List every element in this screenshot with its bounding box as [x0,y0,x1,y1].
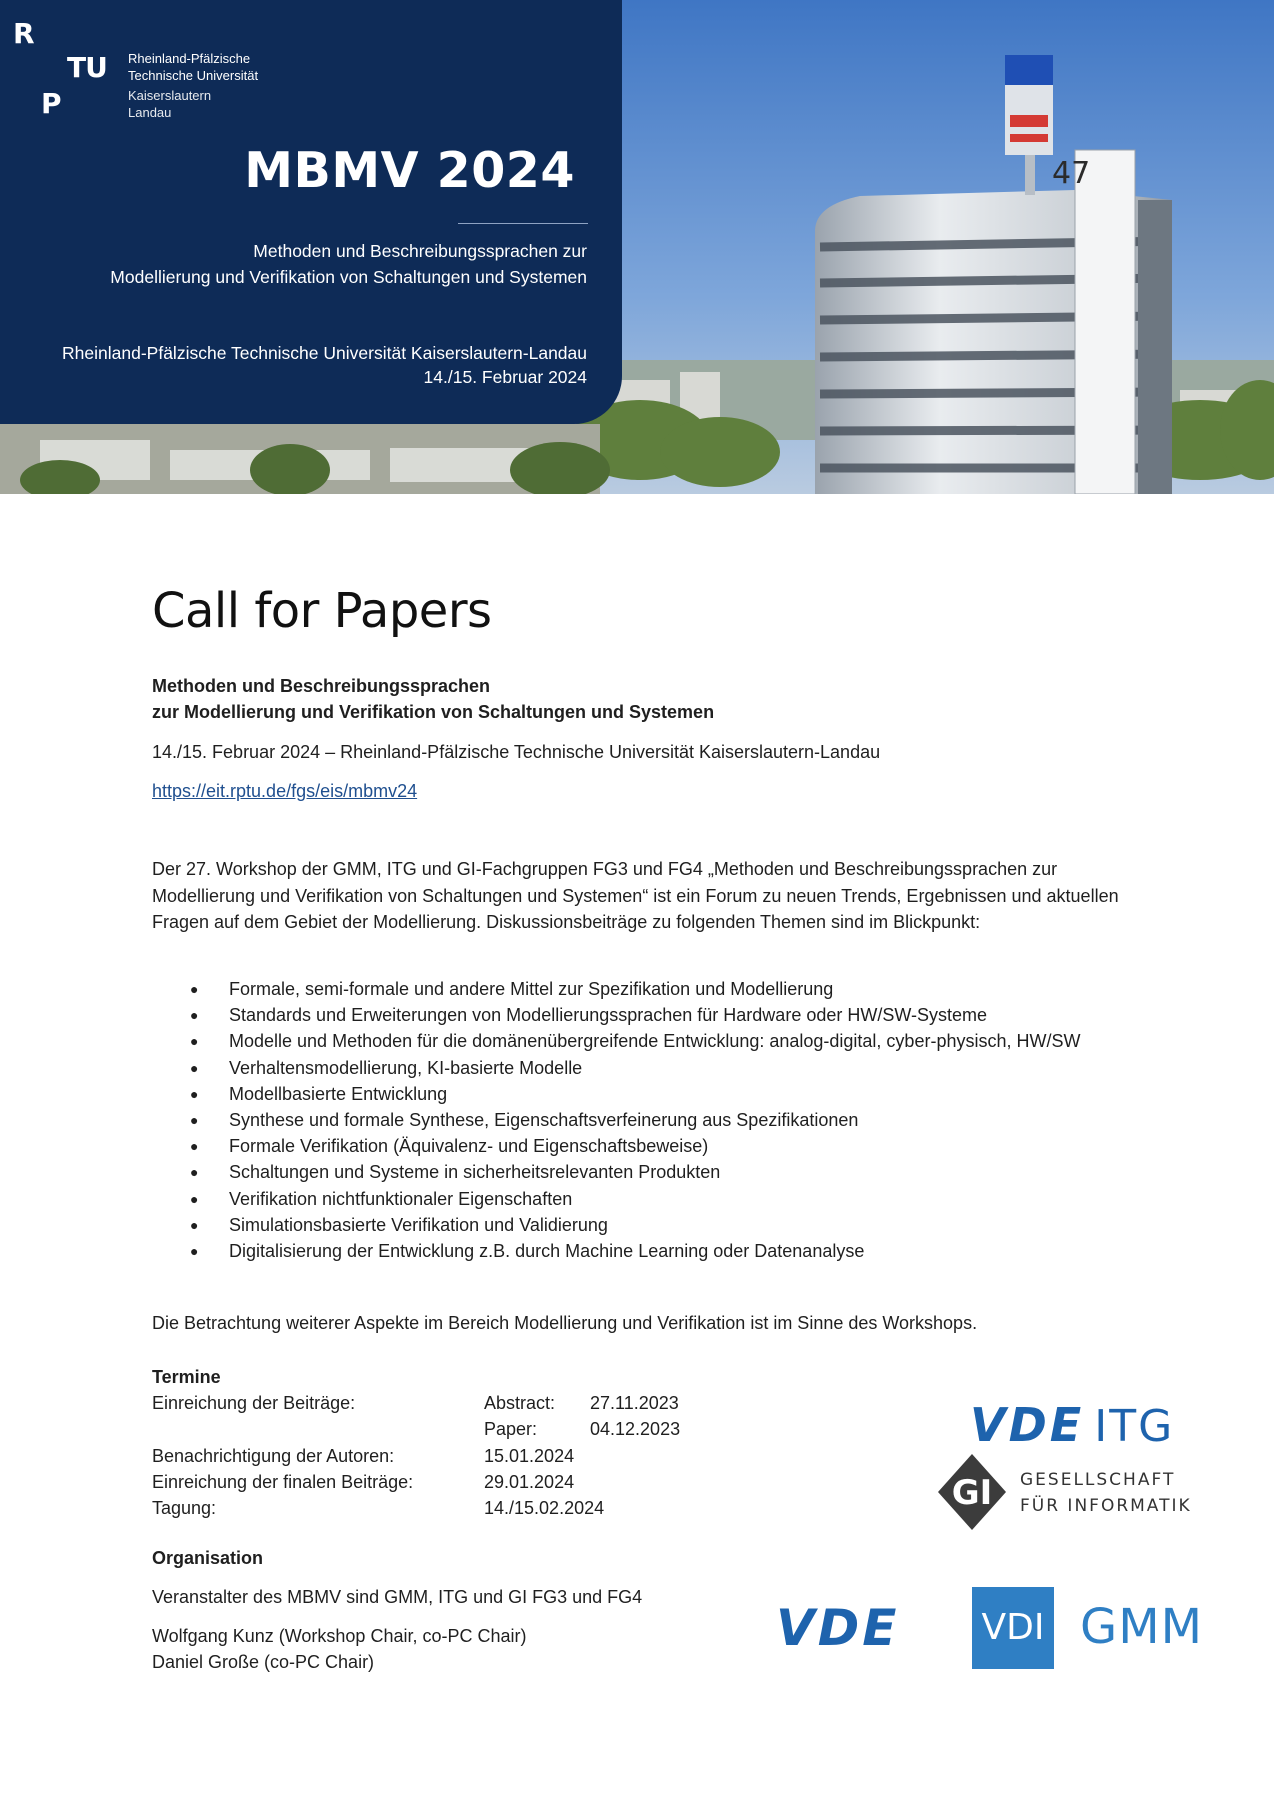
topic-item [152,1212,1132,1238]
chair-line-1: Wolfgang Kunz (Workshop Chair, co-PC Chair) [152,1626,527,1646]
header-subtitle-line1: Methoden und Beschreibungssprachen zur [253,241,587,261]
header-venue: Rheinland-Pfälzische Technische Universität Kaiserslautern-Landau [62,343,587,363]
page-title: Call for Papers [152,583,492,639]
bullet-icon: ● [190,1059,199,1076]
deadline-row-notification [152,1446,852,1472]
deadline-date: 14./15.02.2024 [484,1498,605,1518]
rptu-logo-r: R [13,17,35,50]
topic-text: Formale Verifikation (Äquivalenz- und Eigenschaftsbeweise) [229,1136,709,1157]
topic-text: Modellbasierte Entwicklung [229,1083,448,1104]
header-banner [0,0,1274,494]
bullet-icon: ● [190,1216,199,1233]
header-subtitle-line2: Modellierung und Verifikation von Schaltungen und Systemen [110,267,587,287]
gmm-logo-gmm: GMM [1080,1599,1204,1655]
topic-text: Modelle und Methoden für die domänenübergreifende Entwicklung: analog-digital, cyber-physisch, HW/SW [229,1031,1081,1052]
topic-item [152,1186,1132,1212]
bullet-icon: ● [190,1243,199,1260]
rptu-name-line4: Landau [128,105,172,120]
topic-text: Verhaltensmodellierung, KI-basierte Modelle [229,1057,583,1078]
rptu-logo-p: P [41,87,62,120]
gmm-logo-vdi-box [972,1587,1054,1669]
bullet-icon: ● [190,1112,199,1129]
topic-item [152,1238,1132,1264]
topic-text: Synthese und formale Synthese, Eigenschaftsverfeinerung aus Spezifikationen [229,1110,859,1131]
deadline-label: Tagung: [152,1498,217,1518]
deadlines-heading: Termine [152,1367,221,1387]
date-location: 14./15. Februar 2024 – Rheinland-Pfälzische Technische Universität Kaiserslautern-Landau [152,742,881,762]
deadline-kind: Paper: [484,1419,538,1439]
topic-text: Simulationsbasierte Verifikation und Validierung [229,1214,608,1235]
vde-itg-logo-vde: VDE [970,1398,1085,1452]
intro-paragraph: Der 27. Workshop der GMM, ITG und GI-Fachgruppen FG3 und FG4 „Methoden und Beschreibungssprachen zur Modellierung und Verifikation von Schaltungen und Systemen“ ist ein Forum zu neuen Trends, Ergebnissen und aktuellen Fragen auf dem Gebiet der Modellierung. Diskussionsbeiträge zu folgenden Themen sind im Blickpunkt: [152,859,1119,932]
topic-text: Verifikation nichtfunktionaler Eigenschaften [229,1188,573,1209]
topic-text: Digitalisierung der Entwicklung z.B. durch Machine Learning oder Datenanalyse [229,1241,865,1262]
deadline-row-final [152,1472,852,1498]
vde-vdi-gmm-logo [776,1587,1206,1669]
gi-mark-icon [936,1452,1008,1532]
deadline-row-paper [152,1419,852,1445]
bullet-icon: ● [190,1138,199,1155]
bullet-icon: ● [190,1033,199,1050]
rptu-logo-tu: TU [67,51,107,84]
topic-item [152,1159,1132,1185]
deadline-row-submission [152,1393,852,1419]
topic-item [152,1133,1132,1159]
title-divider [458,223,588,224]
bullet-icon: ● [190,981,199,997]
deadline-label: Einreichung der finalen Beiträge: [152,1472,414,1492]
topic-item [152,976,1132,1002]
bullet-icon: ● [190,1085,199,1102]
deadline-date: 04.12.2023 [590,1419,681,1439]
deadline-kind: Abstract: [484,1393,556,1413]
bullet-icon: ● [190,1007,199,1024]
event-link[interactable]: https://eit.rptu.de/fgs/eis/mbmv24 [152,781,418,801]
organisers-text: Veranstalter des MBMV sind GMM, ITG und GI FG3 und FG4 [152,1587,643,1607]
topic-item [152,1002,1132,1028]
header-dates: 14./15. Februar 2024 [423,367,587,387]
deadline-label: Einreichung der Beiträge: [152,1393,356,1413]
organisation-heading: Organisation [152,1548,264,1568]
rptu-name-line2: Technische Universität [128,68,259,83]
gi-name-line1: GESELLSCHAFT [1020,1470,1176,1490]
title-panel [0,0,622,424]
gi-logo [936,1452,1192,1536]
topic-item [152,1107,1132,1133]
topic-item [152,1081,1132,1107]
deadline-label: Benachrichtigung der Autoren: [152,1446,395,1466]
topic-item [152,1028,1132,1054]
topic-title-line1: Methoden und Beschreibungssprachen [152,676,491,696]
deadline-date: 27.11.2023 [590,1393,679,1413]
building-number: 47 [1052,156,1091,191]
vde-itg-logo [970,1398,1174,1452]
gmm-logo-vdi: VDI [981,1607,1045,1648]
gi-name-line2: FÜR INFORMATIK [1020,1496,1192,1516]
topic-item [152,1055,1132,1081]
vde-itg-logo-itg: ITG [1094,1401,1175,1452]
topic-text: Formale, semi-formale und andere Mittel zur Spezifikation und Modellierung [229,979,834,999]
topic-title-line2: zur Modellierung und Verifikation von Schaltungen und Systemen [152,702,715,722]
deadline-date: 29.01.2024 [484,1472,575,1492]
gmm-logo-vde: VDE [776,1599,900,1657]
topic-text: Standards und Erweiterungen von Modellierungssprachen für Hardware oder HW/SW-Systeme [229,1005,988,1026]
gi-mark-text: GI [951,1473,993,1513]
deadline-row-conference [152,1498,852,1524]
chair-line-2: Daniel Große (co-PC Chair) [152,1652,375,1672]
bullet-icon: ● [190,1190,199,1207]
rptu-name-line3: Kaiserslautern [128,88,212,103]
closing-paragraph: Die Betrachtung weiterer Aspekte im Bereich Modellierung und Verifikation ist im Sinne des Workshops. [152,1313,978,1333]
topics-list [152,976,1132,1264]
event-title: MBMV 2024 [244,142,575,199]
deadline-date: 15.01.2024 [484,1446,575,1466]
bullet-icon: ● [190,1164,199,1181]
rptu-name-line1: Rheinland-Pfälzische [128,51,251,66]
topic-text: Schaltungen und Systeme in sicherheitsrelevanten Produkten [229,1162,721,1183]
